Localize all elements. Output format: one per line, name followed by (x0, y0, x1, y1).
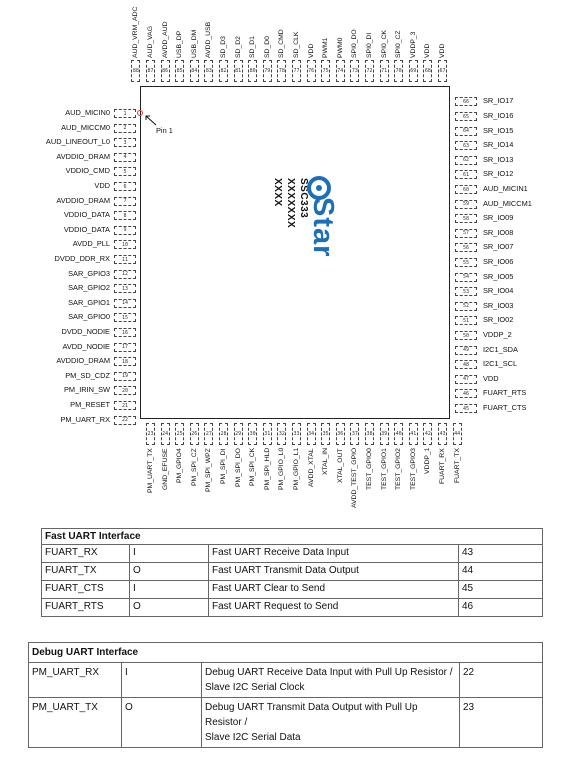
pin-label: VDDIO_CMD (65, 166, 110, 176)
pin-label: AVDDIO_DRAM (56, 195, 110, 205)
pin-label: SAR_GPIO2 (68, 283, 110, 293)
pin-number: 51 (455, 316, 477, 325)
fast-uart-title: Fast UART Interface (42, 529, 543, 545)
pin-number: 1 (114, 109, 136, 118)
chip-body (140, 86, 450, 419)
table-row (42, 599, 543, 617)
pin-label: PM_SPI_CK (249, 448, 257, 487)
pin-label: PM_UART_RX (60, 414, 110, 424)
table-row (42, 581, 543, 599)
cell-dir: I (122, 663, 202, 698)
pin-number: 14 (114, 299, 136, 308)
pin-number: 53 (455, 287, 477, 296)
pin-number: 48 (455, 360, 477, 369)
pin-number: 25 (175, 423, 184, 445)
pin-number: 58 (455, 214, 477, 223)
pin-label: SPI0_CZ (395, 30, 403, 58)
desc-line: Debug UART Transmit Data Output with Pull Up (205, 702, 418, 713)
pin-label: SR_IO03 (483, 300, 514, 310)
pin-number: 80 (248, 60, 257, 82)
pin-label: GND_EFUSE (161, 448, 169, 490)
pin-label: PM_GPIO_L0 (278, 448, 286, 491)
pin-number: 39 (380, 423, 389, 445)
cell-name: FUART_RTS (42, 599, 130, 617)
pin-number: 88 (131, 60, 140, 82)
pin-number: 16 (114, 328, 136, 337)
pin-label: VDDP_1 (424, 448, 432, 475)
chip-marking-line-3: XXXX (272, 178, 283, 207)
pin-label: SR_IO06 (483, 257, 514, 266)
fast-uart-table (41, 528, 543, 617)
cell-desc: Fast UART Clear to Send (209, 581, 459, 599)
pin-label: SPI0_DO (351, 29, 359, 58)
pin-number: 42 (423, 423, 432, 445)
cell-name: PM_UART_TX (29, 698, 122, 748)
pin-number: 75 (321, 60, 330, 82)
pin-number: 70 (394, 60, 403, 82)
pin-number: 36 (336, 423, 345, 445)
pin-number: 24 (161, 423, 170, 445)
pin-label: TEST_GPIO2 (395, 448, 403, 490)
pin-label: AVDD_PLL (72, 239, 110, 249)
pin-label: VDDP_3 (409, 31, 417, 58)
table-row (42, 545, 543, 563)
pin-number: 32 (277, 423, 286, 445)
pin-label: VDD (307, 43, 315, 58)
pin-number: 19 (114, 372, 136, 381)
cell-desc: Fast UART Request to Send (209, 599, 459, 617)
pin1-marker (137, 110, 143, 116)
pin-number: 15 (114, 313, 136, 322)
pin-number: 31 (263, 423, 272, 445)
pin-label: XTAL_IN (322, 448, 330, 476)
pin-number: 68 (423, 60, 432, 82)
pin-number: 13 (114, 284, 136, 293)
pin-number: 3 (114, 138, 136, 147)
cell-desc (202, 698, 460, 748)
pin-number: 50 (455, 331, 477, 340)
pin-number: 66 (455, 97, 477, 106)
pin-number: 18 (114, 357, 136, 366)
pin-label: SAR_GPIO3 (68, 268, 110, 278)
pin-number: 10 (114, 240, 136, 249)
cell-name: FUART_CTS (42, 581, 130, 599)
pin-label: SR_IO05 (483, 271, 514, 281)
pin-number: 7 (114, 197, 136, 206)
pin1-arrow-icon (144, 114, 158, 126)
pin-label: AVDDIO_DRAM (56, 151, 110, 161)
pin-label: AUD_MICCM0 (61, 122, 110, 132)
pin-number: 76 (307, 60, 316, 82)
pin-number: 62 (455, 156, 477, 165)
pin-number: 30 (248, 423, 257, 445)
pin-number: 6 (114, 182, 136, 191)
pin-label: PM_SPI_CZ (190, 448, 198, 486)
pin-number: 35 (321, 423, 330, 445)
cell-name: FUART_TX (42, 563, 130, 581)
debug-uart-table (28, 642, 543, 748)
pin-number: 46 (455, 389, 477, 398)
pin-number: 38 (365, 423, 374, 445)
pin-label: PM_GPIO4 (176, 448, 184, 483)
pin-number: 86 (161, 60, 170, 82)
pin-label: PM_GPIO_L1 (293, 448, 300, 491)
table-title-row (42, 529, 543, 545)
table-row (29, 698, 543, 748)
pin-label: TEST_GPIO3 (409, 448, 417, 490)
pin-label: SR_IO13 (483, 154, 514, 164)
pin-number: 37 (350, 423, 359, 445)
cell-pin: 23 (460, 698, 543, 748)
pin-number: 5 (114, 167, 136, 176)
pin-label: SR_IO16 (483, 111, 514, 120)
pin-label: PWM0 (336, 37, 344, 58)
pin-label: SR_IO04 (483, 286, 514, 296)
pin-number: 84 (190, 60, 199, 82)
pin-label: FUART_CTS (483, 403, 527, 412)
pin-label: AUD_LINEOUT_L0 (45, 137, 110, 147)
pin-number: 55 (455, 258, 477, 267)
cell-desc (202, 663, 460, 698)
pin-label: SPI0_DI (366, 32, 373, 58)
table-row (42, 563, 543, 581)
pin-number: 77 (292, 60, 301, 82)
cell-pin: 22 (460, 663, 543, 698)
pin-number: 47 (455, 375, 477, 384)
pin-label: SR_IO09 (483, 213, 514, 223)
cell-desc: Fast UART Receive Data Input (209, 545, 459, 563)
pin-label: SD_D1 (249, 36, 257, 58)
pin-number: 59 (455, 200, 477, 209)
pin-label: VDD (94, 181, 110, 190)
cell-name: PM_UART_RX (29, 663, 122, 698)
cell-pin: 46 (459, 599, 543, 617)
pin-number: 9 (114, 226, 136, 235)
logo-text: Star (307, 197, 339, 258)
cell-name: FUART_RX (42, 545, 130, 563)
pin-label: VDDIO_DATA (63, 210, 110, 220)
pin-label: I2C1_SDA (483, 344, 518, 354)
pin-number: 71 (380, 60, 389, 82)
pin-number: 45 (455, 404, 477, 413)
pin-number: 87 (146, 60, 155, 82)
pin-label: PM_IRIN_SW (64, 385, 110, 395)
desc-line: Debug UART Receive Data Input with Pull Up Resistor / (205, 667, 453, 678)
pin-label: DVDD_NODIE (61, 327, 110, 336)
pin-number: 23 (146, 423, 155, 445)
pin-number: 67 (438, 60, 447, 82)
pin-label: PWM1 (322, 37, 330, 58)
pin-label: AVDD_TEST_GPIO (351, 447, 359, 508)
pin-label: SD_CMD (278, 29, 286, 58)
pin-label: AVDD_NODIE (62, 341, 110, 351)
pin-number: 82 (219, 60, 228, 82)
pin-label: I2C1_SCL (483, 359, 518, 369)
pin-number: 60 (455, 185, 477, 194)
pin-label: SR_IO08 (483, 227, 514, 237)
pin-label: SD_CLK (293, 31, 300, 58)
pin-label: PM_RESET (70, 400, 110, 409)
cell-dir: O (130, 599, 209, 617)
pin-label: VDD (439, 43, 446, 58)
pin-label: AUD_MICIN0 (65, 108, 110, 117)
pin-label: PM_SPI_DO (234, 448, 242, 487)
pin-label: USB_DP (176, 30, 184, 58)
pin-label: AUD_VRM_ADC (132, 6, 140, 58)
table-title-row (29, 643, 543, 663)
cell-desc: Fast UART Transmit Data Output (209, 563, 459, 581)
pin-number: 11 (114, 255, 136, 264)
cell-pin: 45 (459, 581, 543, 599)
pin-label: TEST_GPIO1 (380, 448, 388, 490)
pin-number: 27 (204, 423, 213, 445)
pin-label: VDDIO_DATA (63, 224, 110, 234)
pin-number: 21 (114, 401, 136, 410)
pin-number: 72 (365, 60, 374, 82)
pin-label: AVDD_USB (205, 21, 213, 58)
pin-number: 26 (190, 423, 199, 445)
pin1-note: Pin 1 (156, 126, 173, 135)
pin-label: SR_IO17 (483, 96, 514, 106)
pin-number: 28 (219, 423, 228, 445)
pin-label: SR_IO14 (483, 140, 514, 150)
pin-label: TEST_GPIO0 (366, 448, 373, 490)
pin-label: SD_D2 (234, 36, 242, 58)
cell-dir: O (122, 698, 202, 748)
pin-label: AUD_VAG (147, 26, 154, 58)
pin-label: VDD (483, 373, 499, 383)
pin-label: PM_SD_CDZ (65, 370, 110, 380)
pin-number: 54 (455, 273, 477, 282)
cell-dir: I (130, 581, 209, 599)
pin-label: PM_SPI_DI (220, 448, 227, 484)
pin-label: PM_SPI_HLD (263, 448, 271, 491)
pin-number: 44 (453, 423, 462, 445)
pin-number: 74 (336, 60, 345, 82)
pin-number: 12 (114, 270, 136, 279)
pin-number: 85 (175, 60, 184, 82)
desc-line: Resistor / (205, 717, 248, 728)
pin-number: 56 (455, 243, 477, 252)
pin-label: SR_IO12 (483, 169, 514, 179)
pin-number: 61 (455, 170, 477, 179)
pin-number: 33 (292, 423, 301, 445)
pin-number: 79 (263, 60, 272, 82)
pin-number: 29 (234, 423, 243, 445)
pin-number: 78 (277, 60, 286, 82)
pin-label: FUART_RX (439, 448, 446, 484)
pin-label: FUART_TX (453, 448, 461, 483)
pin-number: 63 (455, 141, 477, 150)
pin-number: 40 (394, 423, 403, 445)
pin-number: 43 (438, 423, 447, 445)
pin-label: AVDD_AUD (161, 21, 169, 58)
pin-label: SR_IO02 (483, 315, 514, 325)
pin-label: SD_D0 (263, 36, 271, 58)
pin-label: AVDDIO_DRAM (56, 356, 110, 366)
pin-number: 64 (455, 127, 477, 136)
pin-label: SR_IO07 (483, 242, 514, 252)
pin-number: 49 (455, 346, 477, 355)
pin-label: PM_SPI_WPZ (205, 448, 213, 492)
pin-number: 20 (114, 386, 136, 395)
pin-number: 22 (114, 416, 136, 425)
desc-line: Slave I2C Serial Clock (205, 682, 305, 693)
cell-pin: 44 (459, 563, 543, 581)
fast-uart-rows (42, 545, 543, 617)
pin-number: 17 (114, 343, 136, 352)
pin-label: SR_IO15 (483, 125, 514, 135)
pin-label: SD_D3 (220, 36, 227, 58)
pin-label: DVDD_DDR_RX (54, 254, 110, 263)
cell-dir: O (130, 563, 209, 581)
cell-pin: 43 (459, 545, 543, 563)
chip-marking-line-1: SSC333 (298, 178, 309, 219)
pin-label: PM_UART_TX (147, 448, 154, 493)
pin-number: 73 (350, 60, 359, 82)
pin-number: 57 (455, 229, 477, 238)
pin-number: 34 (307, 423, 316, 445)
pin-label: SAR_GPIO1 (68, 297, 110, 307)
cell-dir: I (130, 545, 209, 563)
pin-label: SAR_GPIO0 (68, 312, 110, 322)
pin-label: SPI0_CK (380, 30, 388, 58)
table-row (29, 663, 543, 698)
pin-label: AUD_MICCM1 (483, 198, 532, 208)
debug-uart-rows (29, 663, 543, 748)
pin-number: 69 (409, 60, 418, 82)
pin-label: USB_DM (190, 29, 198, 58)
pin-label: VDDP_2 (483, 330, 512, 339)
pin-number: 4 (114, 153, 136, 162)
debug-uart-title: Debug UART Interface (29, 643, 543, 663)
pin-label: FUART_RTS (483, 388, 527, 398)
desc-line: Slave I2C Serial Data (205, 732, 301, 743)
pin-number: 2 (114, 124, 136, 133)
pin-number: 52 (455, 302, 477, 311)
pin-number: 65 (455, 112, 477, 121)
pin-number: 81 (234, 60, 243, 82)
pin-label: AUD_MICIN1 (483, 184, 528, 193)
pin-number: 41 (409, 423, 418, 445)
pin-label: VDD (424, 43, 432, 58)
pin-number: 8 (114, 211, 136, 220)
pin-label: AVDD_XTAL (307, 448, 315, 487)
pin-number: 83 (204, 60, 213, 82)
pin-label: XTAL_OUT (336, 448, 344, 483)
chip-marking-line-2: XXXXXXX (285, 178, 296, 229)
